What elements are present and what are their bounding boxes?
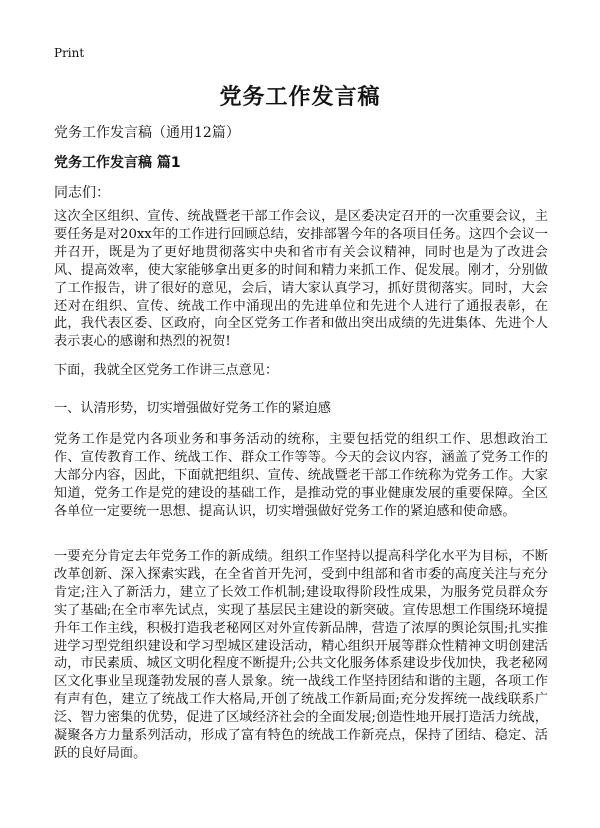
paragraph-opening: 这次全区组织、宣传、统战暨老干部工作会议，是区委决定召开的一次重要会议，主要任务是对20xx年的工作进行回顾总结，安排部署今年的各项目任务。这四个会议一并召开，既是为了更好地贯彻落实中央和省市有关会议精神，同时也是为了改进会风、提高效率，使大家能够拿出更多的时间和精力来抓工作、促发展。刚才，分别做了工作报告，讲了很好的意见，会后，请大家认真学习，抓好贯彻落实。同时，大会还对在组织、宣传、统战工作中涌现出的先进单位和先进个人进行了通报表彰，在此，我代表区委、区政府，向全区党务工作者和做出突出成绩的先进集体、先进个人表示衷心的感谢和热烈的祝贺! bbox=[54, 209, 548, 350]
paragraph-heading-one: 一、认清形势，切实增强做好党务工作的紧迫感 bbox=[54, 401, 331, 416]
document-title: 党务工作发言稿 bbox=[219, 85, 381, 110]
print-link[interactable]: Print bbox=[54, 46, 85, 60]
greeting: 同志们： bbox=[54, 185, 110, 201]
paragraph-definition: 党务工作是党内各项业务和事务活动的统称，主要包括党的组织工作、思想政治工作、宣传教育工作、统战工作、群众工作等等。今天的会议内容，涵盖了党务工作的大部分内容，因此，下面就把组织、宣传、统战暨老干部工作统称为党务工作。大家知道，党务工作是党的建设的基础工作，是推动党的事业健康发展的重要保障。全区各单位一定要统一思想、提高认识，切实增强做好党务工作的紧迫感和使命感。 bbox=[54, 432, 548, 519]
paragraph-achievements: 一要充分肯定去年党务工作的新成绩。组织工作坚持以提高科学化水平为目标，不断改革创新、深入探索实践，在全省首开先河，受到中组部和省市委的高度关注与充分肯定;注入了新活力，建立了长效工作机制;建设取得阶段性成果，为服务党员群众夯实了基础;在全市率先试点，实现了基层民主建设的新突破。宣传思想工作围绕环境提升年工作主线，积极打造我老秘网区对外宣传新品牌，营造了浓厚的舆论氛围;扎实推进学习型党组织建设和学习型城区建设活动，精心组织开展等群众性精神文明创建活动，市民素质、城区文明化程度不断提升;公共文化服务体系建设步伐加快，我老秘网区文化事业呈现蓬勃发展的喜人景象。统一战线工作坚持团结和谐的主题，各项工作有声有色，建立了统战工作大格局,开创了统战工作新局面;充分发挥统一战线联系广泛、智力密集的优势，促进了区域经济社会的全面发展;创造性地开展打造活力统战，凝聚各方力量系列活动，形成了富有特色的统战工作新亮点，保持了团结、稳定、活跃的良好局面。 bbox=[54, 549, 548, 761]
section-heading: 党务工作发言稿 篇1 bbox=[54, 155, 181, 171]
paragraph-intro-points: 下面，我就全区党务工作讲三点意见： bbox=[54, 363, 279, 378]
document-subtitle: 党务工作发言稿（通用12篇） bbox=[54, 125, 240, 141]
